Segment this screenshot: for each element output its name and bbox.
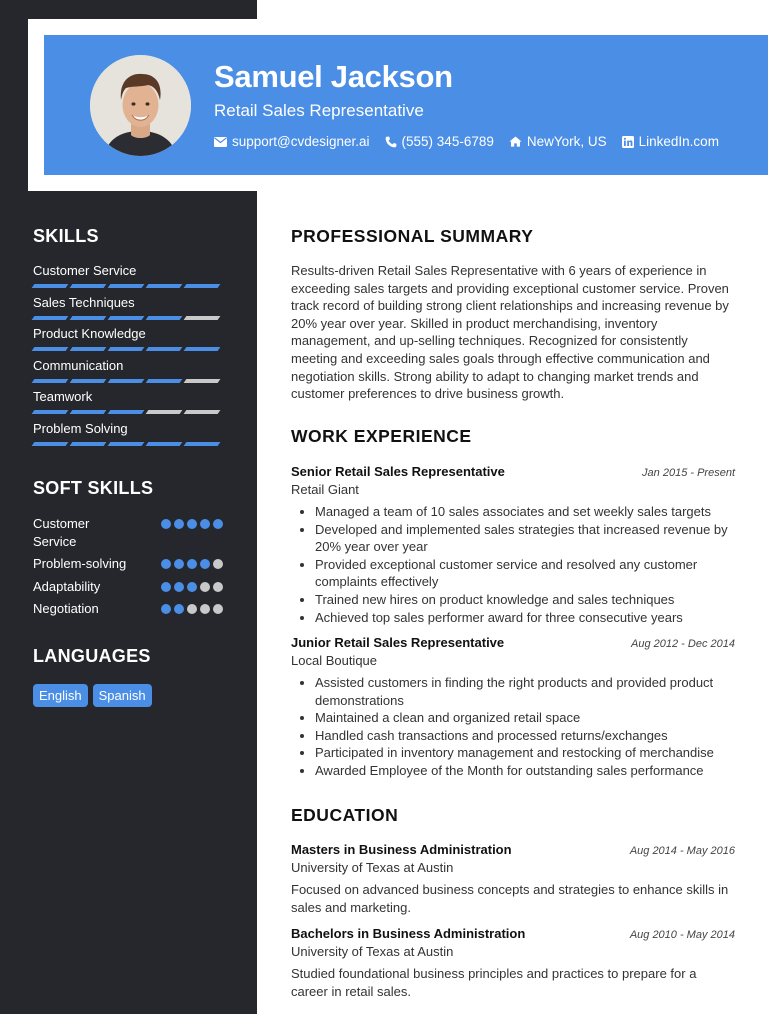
rating-dot <box>174 519 184 529</box>
rating-dot <box>174 559 184 569</box>
languages-title: LANGUAGES <box>33 646 151 666</box>
skill-segment <box>184 442 221 446</box>
job-company: Retail Giant <box>291 482 359 497</box>
candidate-name: Samuel Jackson <box>214 59 453 94</box>
skill-segment <box>70 347 107 351</box>
skill-segment <box>108 284 145 288</box>
rating-dot <box>174 582 184 592</box>
skills-list <box>33 263 223 453</box>
soft-skill-item <box>33 578 223 601</box>
skill-segment <box>32 379 69 383</box>
skill-segment <box>146 379 183 383</box>
rating-dot <box>161 559 171 569</box>
skill-segment <box>32 316 69 320</box>
skill-segment <box>32 410 69 414</box>
skill-label: Teamwork <box>33 389 93 405</box>
rating-dot <box>161 519 171 529</box>
rating-dot <box>187 519 197 529</box>
rating-dot <box>187 604 197 614</box>
skill-item <box>33 389 223 421</box>
job-bullet: • Provided exceptional customer service and resolved any customer complaints effectively <box>315 556 735 591</box>
header-banner <box>44 35 768 175</box>
job-bullet: • Developed and implemented sales strategies that increased revenue by 20% year over year <box>315 521 735 556</box>
contact-location-text: NewYork, US <box>526 134 607 149</box>
job-title: Senior Retail Sales Representative <box>291 464 505 479</box>
skill-segment <box>184 284 221 288</box>
skill-segment <box>32 442 69 446</box>
soft-skill-label: Customer Service <box>33 516 90 549</box>
language-badge: Spanish <box>93 684 152 707</box>
rating-dot <box>161 604 171 614</box>
skill-segment <box>146 284 183 288</box>
job-company: Local Boutique <box>291 653 378 668</box>
languages-list <box>33 684 152 707</box>
summary-title: PROFESSIONAL SUMMARY <box>291 226 534 246</box>
job-date: Jan 2015 - Present <box>642 467 735 479</box>
skill-segment <box>146 316 183 320</box>
skill-segment <box>32 284 69 288</box>
linkedin-icon <box>622 136 634 148</box>
contact-email[interactable] <box>214 134 370 149</box>
degree-title: Bachelors in Business Administration <box>291 926 526 941</box>
rating-dot <box>200 582 210 592</box>
summary-text: Results-driven Retail Sales Representative with 6 years of experience in exceeding sales targets and providing exceptional customer service. Proven track record of building strong client relationships and increasing revenue by 20% year over year. Skilled in product merchandising, inventory management, and up-selling techniques. Recognized for consistently meeting and exceeding sales goals through effective communication and negotiation skills. Strong ability to adapt to changing market trends and customer preferences to drive business growth. <box>291 263 729 402</box>
skill-segment <box>70 284 107 288</box>
soft-skill-rating <box>161 515 223 529</box>
contact-location <box>509 134 607 149</box>
job-bullet: • Maintained a clean and organized retail space <box>315 709 735 727</box>
soft-skills-list <box>33 515 223 623</box>
skill-segment <box>184 410 221 414</box>
job-bullet: • Handled cash transactions and processed returns/exchanges <box>315 727 735 745</box>
rating-dot <box>174 604 184 614</box>
skill-segment <box>184 316 221 320</box>
job-bullet: • Trained new hires on product knowledge and sales techniques <box>315 591 735 609</box>
skill-label: Sales Techniques <box>33 294 135 310</box>
job-bullet: • Achieved top sales performer award for three consecutive years <box>315 609 735 627</box>
soft-skill-label: Problem-solving <box>33 556 127 571</box>
skill-item <box>33 358 223 390</box>
contact-linkedin[interactable] <box>622 134 719 149</box>
language-badge: English <box>33 684 88 707</box>
job-bullet: • Managed a team of 10 sales associates and set weekly sales targets <box>315 503 735 521</box>
contact-phone[interactable] <box>385 134 494 149</box>
contact-row <box>214 134 719 149</box>
phone-icon <box>385 136 397 148</box>
skill-rating-bar <box>33 442 223 446</box>
education-description: Studied foundational business principles and practices to prepare for a career in retail sales. <box>291 966 697 999</box>
job-bullet: • Assisted customers in finding the right products and provided product demonstrations <box>315 674 735 709</box>
contact-phone-text: (555) 345-6789 <box>401 134 494 149</box>
education-entry <box>291 842 735 916</box>
rating-dot <box>213 559 223 569</box>
rating-dot <box>200 604 210 614</box>
skills-title: SKILLS <box>33 226 99 246</box>
education-description: Focused on advanced business concepts and strategies to enhance skills in sales and marketing. <box>291 882 729 915</box>
skill-label: Problem Solving <box>33 420 128 436</box>
rating-dot <box>187 559 197 569</box>
soft-skill-item <box>33 515 223 555</box>
rating-dot <box>200 519 210 529</box>
soft-skills-title: SOFT SKILLS <box>33 478 154 498</box>
job-bullets <box>291 674 735 780</box>
skill-segment <box>70 410 107 414</box>
skill-item <box>33 263 223 295</box>
skill-label: Product Knowledge <box>33 326 146 342</box>
job-entry <box>291 635 735 780</box>
skill-segment <box>146 410 183 414</box>
skill-segment <box>108 316 145 320</box>
skill-rating-bar <box>33 347 223 351</box>
soft-skill-rating <box>161 600 223 614</box>
skill-item <box>33 295 223 327</box>
contact-linkedin-text: LinkedIn.com <box>638 134 719 149</box>
education-date: Aug 2010 - May 2014 <box>629 929 735 941</box>
skill-rating-bar <box>33 316 223 320</box>
skill-segment <box>70 442 107 446</box>
rating-dot <box>213 582 223 592</box>
education-title: EDUCATION <box>291 805 399 825</box>
degree-title: Masters in Business Administration <box>291 842 512 857</box>
rating-dot <box>187 582 197 592</box>
soft-skill-item <box>33 555 223 578</box>
skill-segment <box>184 379 221 383</box>
home-icon <box>509 136 522 147</box>
skill-segment <box>108 347 145 351</box>
job-date: Aug 2012 - Dec 2014 <box>631 638 735 650</box>
job-bullet: • Awarded Employee of the Month for outstanding sales performance <box>315 762 735 780</box>
skill-rating-bar <box>33 410 223 414</box>
skill-segment <box>32 347 69 351</box>
soft-skill-item <box>33 600 223 623</box>
job-bullet: • Participated in inventory management and restocking of merchandise <box>315 744 735 762</box>
school-name: University of Texas at Austin <box>291 944 454 959</box>
avatar <box>90 55 191 156</box>
rating-dot <box>161 582 171 592</box>
skill-segment <box>70 379 107 383</box>
rating-dot <box>200 559 210 569</box>
soft-skill-rating <box>161 578 223 592</box>
education-date: Aug 2014 - May 2016 <box>629 845 735 857</box>
skill-item <box>33 326 223 358</box>
skill-segment <box>70 316 107 320</box>
candidate-role: Retail Sales Representative <box>214 101 424 120</box>
experience-title: WORK EXPERIENCE <box>291 426 472 446</box>
skill-segment <box>108 379 145 383</box>
envelope-icon <box>214 137 227 147</box>
skill-rating-bar <box>33 284 223 288</box>
education-entry <box>291 926 735 1000</box>
skill-rating-bar <box>33 379 223 383</box>
soft-skill-label: Adaptability <box>33 578 101 594</box>
skill-segment <box>108 442 145 446</box>
skill-segment <box>108 410 145 414</box>
skill-label: Communication <box>33 357 124 373</box>
skill-item <box>33 421 223 453</box>
job-entry <box>291 464 735 626</box>
job-title: Junior Retail Sales Representative <box>291 635 505 650</box>
skill-label: Customer Service <box>33 263 137 278</box>
school-name: University of Texas at Austin <box>291 860 454 875</box>
job-bullets <box>291 503 735 626</box>
skill-segment <box>146 442 183 446</box>
rating-dot <box>213 604 223 614</box>
skill-segment <box>146 347 183 351</box>
rating-dot <box>213 519 223 529</box>
soft-skill-label: Negotiation <box>33 601 99 616</box>
contact-email-text: support@cvdesigner.ai <box>232 134 370 149</box>
soft-skill-rating <box>161 555 223 569</box>
skill-segment <box>184 347 221 351</box>
